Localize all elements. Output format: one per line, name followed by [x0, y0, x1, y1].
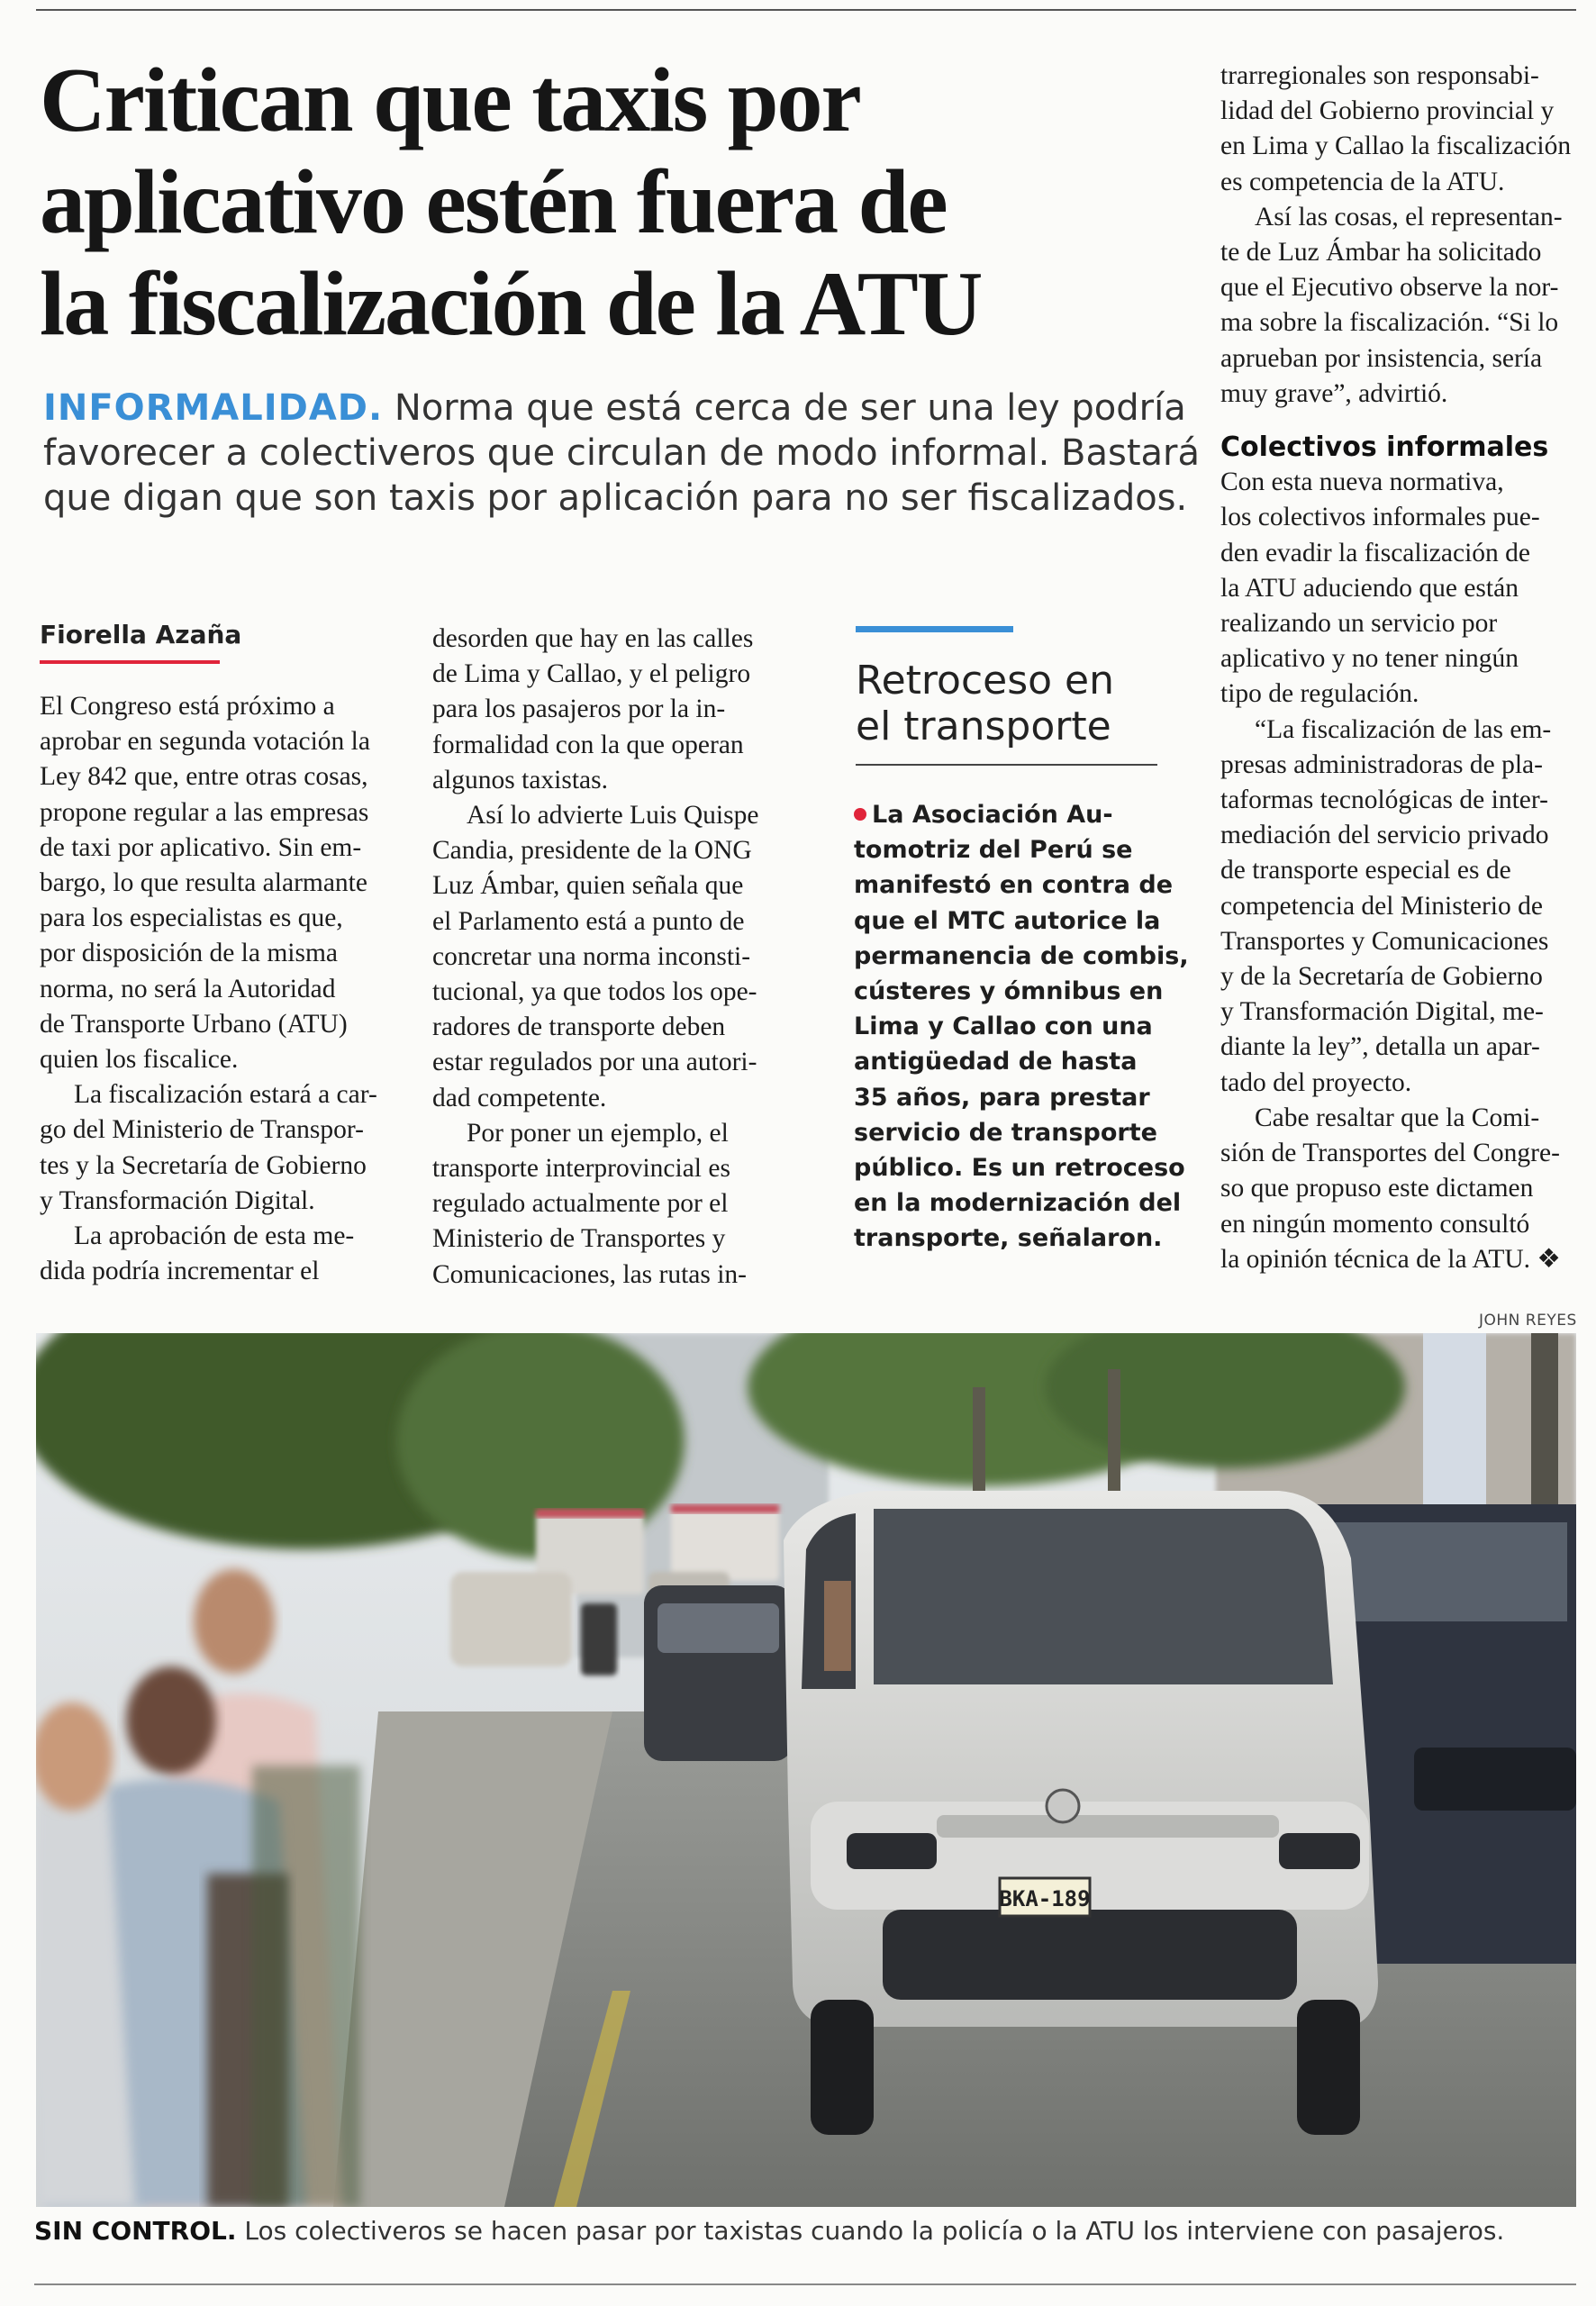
body-line: algunos taxistas. — [432, 765, 609, 794]
sidebar-line: 35 años, para prestar — [854, 1083, 1150, 1112]
sidebar-line: cústeres y ómnibus en — [854, 977, 1164, 1006]
body-line: transporte interprovincial es — [432, 1154, 730, 1184]
spacer — [1220, 412, 1581, 430]
body-line: para los especialistas es que, — [40, 903, 343, 933]
body-line: en ningún momento consultó — [1220, 1209, 1530, 1239]
body-column-2 — [432, 622, 793, 1293]
body-line: estar regulados por una autori- — [432, 1048, 757, 1077]
street-photo-illustration — [36, 1333, 1576, 2207]
sidebar-line: en la modernización del — [854, 1189, 1182, 1218]
headline — [40, 50, 1120, 355]
kicker-line: Norma que está cerca de ser una ley podría — [394, 387, 1186, 429]
body-line: taformas tecnológicas de inter- — [1220, 785, 1548, 815]
body-line: muy grave”, advirtió. — [1220, 378, 1448, 408]
sidebar-line: antigüedad de hasta — [854, 1048, 1138, 1076]
sidebar-line: manifestó en contra de — [854, 871, 1174, 900]
sidebar-line: que el MTC autorice la — [854, 906, 1161, 935]
body-line: y Transformación Digital. — [40, 1185, 315, 1215]
kicker — [43, 386, 1200, 521]
body-line: Luz Ámbar, quien señala que — [432, 871, 744, 901]
street-photo — [36, 1333, 1576, 2207]
body-line: por disposición de la misma — [40, 939, 339, 968]
sidebar-title — [856, 658, 1153, 749]
sidebar-divider — [856, 764, 1157, 766]
body-line: La aprobación de esta me- — [74, 1221, 355, 1251]
body-line: tado del proyecto. — [1220, 1067, 1412, 1097]
sidebar-accent-rule — [856, 626, 1013, 632]
sidebar-line: Lima y Callao con una — [854, 1012, 1153, 1041]
sidebar-title-line: Retroceso en — [856, 658, 1115, 704]
body-line: Con esta nueva normativa, — [1220, 468, 1504, 497]
body-line: dad competente. — [432, 1083, 607, 1112]
body-line: mediación del servicio privado — [1220, 821, 1549, 850]
sidebar-line: transporte, señalaron. — [854, 1224, 1163, 1253]
body-line: Ley 842 que, entre otras cosas, — [40, 762, 368, 792]
body-line: los colectivos informales pue- — [1220, 503, 1540, 532]
sidebar-body — [854, 797, 1189, 1257]
body-line: norma, no será la Autoridad — [40, 974, 336, 1003]
body-line: Por poner un ejemplo, el — [467, 1118, 729, 1148]
bullet-dot-icon — [854, 808, 866, 821]
subheading: Colectivos informales — [1220, 431, 1549, 464]
bottom-rule — [34, 2283, 1576, 2285]
body-line: te de Luz Ámbar ha solicitado — [1220, 238, 1542, 268]
byline: Fiorella Azaña — [40, 620, 242, 649]
body-line: Comunicaciones, las rutas in- — [432, 1259, 748, 1289]
body-line: Candia, presidente de la ONG — [432, 836, 752, 866]
caption-lead: SIN CONTROL. — [34, 2216, 237, 2246]
body-line: Así lo advierte Luis Quispe — [467, 801, 759, 831]
body-line: trarregionales son responsabi- — [1220, 61, 1539, 90]
sidebar-line: público. Es un retroceso — [854, 1154, 1185, 1183]
body-line: lidad del Gobierno provincial y — [1220, 96, 1555, 126]
body-line: Ministerio de Transportes y — [432, 1224, 726, 1254]
sidebar-line: permanencia de combis, — [854, 941, 1189, 970]
body-line: que el Ejecutivo observe la nor- — [1220, 273, 1559, 303]
body-line: de Transporte Urbano (ATU) — [40, 1009, 348, 1039]
body-line: quien los fiscalice. — [40, 1045, 239, 1075]
body-line: tes y la Secretaría de Gobierno — [40, 1150, 367, 1180]
kicker-tag: INFORMALIDAD. — [43, 387, 384, 429]
body-line: y de la Secretaría de Gobierno — [1220, 962, 1543, 992]
body-column-4 — [1220, 59, 1581, 1277]
headline-line: Critican que taxis por — [40, 50, 860, 151]
body-line: y Transformación Digital, me- — [1220, 997, 1544, 1027]
body-line: la opinión técnica de la ATU. ❖ — [1220, 1244, 1561, 1274]
body-line: El Congreso está próximo a — [40, 692, 335, 721]
body-column-1 — [40, 689, 400, 1289]
sidebar-title-line: el transporte — [856, 704, 1111, 749]
body-line: Así las cosas, el representan- — [1255, 202, 1563, 232]
byline-rule — [40, 660, 220, 664]
body-line: competencia del Ministerio de — [1220, 891, 1543, 921]
body-line: en Lima y Callao la fiscalización — [1220, 132, 1572, 161]
body-line: aprobar en segunda votación la — [40, 727, 370, 757]
body-line: realizando un servicio por — [1220, 609, 1498, 639]
body-line: dida podría incrementar el — [40, 1257, 320, 1286]
sidebar-line: servicio de transporte — [854, 1118, 1157, 1147]
body-line: go del Ministerio de Transpor- — [40, 1115, 364, 1145]
body-line: Cabe resaltar que la Comi- — [1255, 1103, 1540, 1132]
sidebar-line: tomotriz del Perú se — [854, 836, 1133, 865]
body-line: propone regular a las empresas — [40, 797, 369, 827]
body-line: radores de transporte deben — [432, 1012, 726, 1042]
headline-line: la fiscalización de la ATU — [40, 253, 982, 355]
body-line: de taxi por aplicativo. Sin em- — [40, 832, 362, 862]
body-line: bargo, lo que resulta alarmante — [40, 868, 367, 898]
body-line: Transportes y Comunicaciones — [1220, 926, 1549, 956]
body-line: de transporte especial es de — [1220, 856, 1511, 885]
body-line: aplicativo y no tener ningún — [1220, 644, 1519, 674]
body-line: ma sobre la fiscalización. “Si lo — [1220, 308, 1559, 338]
sidebar-line: La Asociación Au- — [872, 801, 1113, 829]
body-line: presas administradoras de pla- — [1220, 749, 1543, 779]
headline-line: aplicativo estén fuera de — [40, 151, 947, 253]
caption-text: Los colectiveros se hacen pasar por taxistas cuando la policía o la ATU los interviene con pasajeros. — [244, 2216, 1505, 2246]
license-plate: BKA-189 — [999, 1886, 1091, 1911]
body-line: formalidad con la que operan — [432, 730, 744, 759]
body-line: para los pasajeros por la in- — [432, 695, 726, 724]
body-line: tipo de regulación. — [1220, 679, 1419, 709]
kicker-line: que digan que son taxis por aplicación para no ser fiscalizados. — [43, 477, 1188, 519]
body-line: den evadir la fiscalización de — [1220, 538, 1530, 567]
kicker-line: favorecer a colectiveros que circulan de modo informal. Bastará — [43, 432, 1200, 474]
body-line: diante la ley”, detalla un apar- — [1220, 1032, 1540, 1062]
body-line: regulado actualmente por el — [432, 1189, 729, 1219]
body-line: La fiscalización estará a car- — [74, 1080, 377, 1110]
photo-credit: JOHN REYES — [1479, 1312, 1577, 1330]
body-line: so que propuso este dictamen — [1220, 1174, 1534, 1203]
body-line: la ATU aduciendo que están — [1220, 573, 1519, 603]
body-line: aprueban por insistencia, sería — [1220, 343, 1543, 373]
body-line: concretar una norma inconsti- — [432, 941, 751, 971]
body-line: “La fiscalización de las em- — [1255, 714, 1552, 744]
top-rule — [36, 9, 1576, 11]
body-line: desorden que hay en las calles — [432, 624, 754, 653]
photo-caption — [34, 2216, 1565, 2246]
body-line: sión de Transportes del Congre- — [1220, 1139, 1560, 1168]
body-line: el Parlamento está a punto de — [432, 906, 745, 936]
body-line: de Lima y Callao, y el peligro — [432, 659, 751, 689]
body-line: tucional, ya que todos los ope- — [432, 977, 757, 1007]
body-line: es competencia de la ATU. — [1220, 167, 1505, 196]
